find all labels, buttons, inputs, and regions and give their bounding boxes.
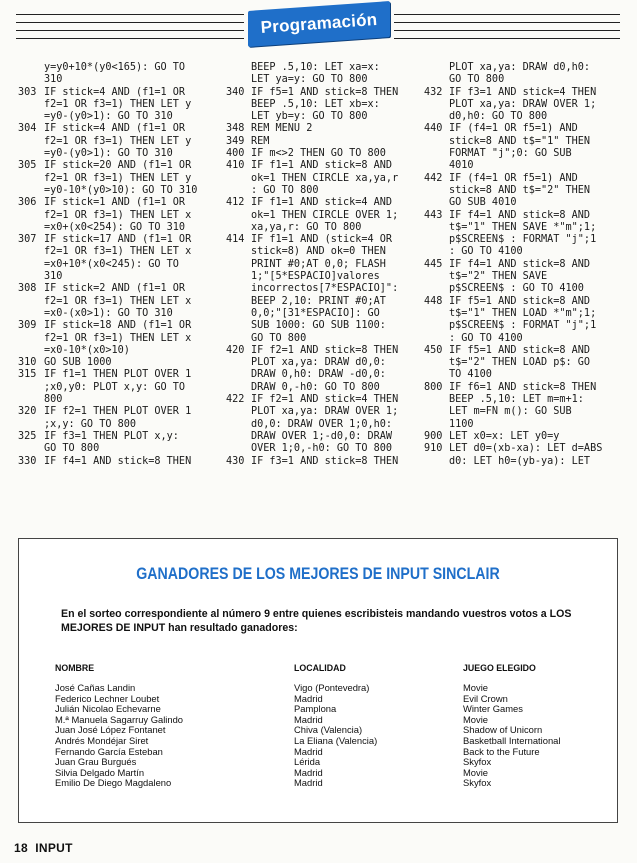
line-number: 349 [226,135,245,147]
code-line [18,185,223,197]
winner-game: Winter Games [463,703,523,715]
code-text: GO TO 800 [44,443,100,455]
code-line [18,382,223,394]
code-line [226,87,426,99]
code-text: IF f2=1 AND stick=8 THEN [251,344,399,356]
code-text: IF f6=1 AND stick=8 THEN [449,381,597,393]
code-line [424,87,629,99]
code-line [424,148,629,160]
code-line [18,308,223,320]
winner-name: Fernando García Esteban [55,745,163,757]
winner-name: Andrés Mondéjar Siret [55,734,149,746]
code-line [424,246,629,258]
code-line [424,419,629,431]
code-line [18,456,223,468]
code-text: =y0-(y0>1): GO TO 310 [44,111,173,123]
line-number: 410 [226,160,245,172]
listing-column-3 [424,62,629,468]
code-line [226,123,426,135]
code-text: f2=1 OR f3=1) THEN LET x [44,209,192,221]
code-line [226,62,426,74]
code-text: IF f1=1 THEN PLOT OVER 1 [44,369,192,381]
code-text: LET ya=y: GO TO 800 [251,74,368,86]
line-number: 310 [18,357,37,369]
code-text: ok=1 THEN CIRCLE OVER 1; [251,209,399,221]
line-number: 440 [424,123,443,135]
code-text: 4010 [449,160,474,172]
code-line [18,246,223,258]
line-number: 306 [18,197,37,209]
code-line [424,259,629,271]
code-line [424,160,629,172]
winner-game: Skyfox [463,756,492,768]
code-text: IF f1=1 AND (stick=4 OR [251,234,393,246]
code-line [226,456,426,468]
code-line [226,222,426,234]
code-text: LET x0=x: LET y0=y [449,430,560,442]
listing-column-1 [18,62,223,468]
code-text: ;x0,y0: PLOT x,y: GO TO [44,381,186,393]
code-text: IF m<>2 THEN GO TO 800 [251,148,386,160]
column-header-place: LOCALIDAD [294,663,346,673]
header-rule [394,38,620,39]
winner-name: Silvia Delgado Martín [55,766,145,778]
code-text: : GO TO 4100 [449,332,523,344]
code-text: : GO TO 4100 [449,246,523,258]
code-text: t$="2" THEN LOAD p$: GO [449,357,591,369]
code-text: f2=1 OR f3=1) THEN LET x [44,246,192,258]
code-line [424,296,629,308]
code-text: REM [251,135,270,147]
header-rule [394,22,620,23]
code-line [18,357,223,369]
code-line [226,74,426,86]
code-text: t$="2" THEN SAVE [449,271,548,283]
line-number: 432 [424,86,443,98]
code-text: LET yb=y: GO TO 800 [251,111,368,123]
code-text: xa,ya,r: GO TO 800 [251,221,362,233]
code-line [424,234,629,246]
code-line [18,197,223,209]
code-line [226,443,426,455]
code-line [18,62,223,74]
code-line [18,123,223,135]
code-line [18,443,223,455]
code-line [18,406,223,418]
line-number: 308 [18,283,37,295]
code-text: PLOT xa,ya: DRAW d0,0: [251,357,386,369]
code-line [226,320,426,332]
code-line [18,296,223,308]
code-text: TO 4100 [449,369,492,381]
line-number: 422 [226,394,245,406]
code-line [226,394,426,406]
code-line [18,419,223,431]
code-line [226,246,426,258]
code-line [226,345,426,357]
code-text: GO TO 800 [251,332,307,344]
header-rule [16,22,244,23]
line-number: 348 [226,123,245,135]
code-text: IF stick=4 AND (f1=1 OR [44,86,186,98]
code-text: IF f5=1 AND stick=8 THEN [251,86,399,98]
line-number: 420 [226,344,245,356]
code-line [18,320,223,332]
code-line [424,185,629,197]
code-line [18,394,223,406]
winner-place: Lérida [294,756,321,768]
listing-column-2 [226,62,426,468]
line-number: 400 [226,148,245,160]
code-text: =x0+10*(x0<245): GO TO [44,258,179,270]
line-number: 900 [424,430,443,442]
header-rule [16,14,244,15]
line-number: 443 [424,209,443,221]
code-line [424,394,629,406]
code-line [18,369,223,381]
code-text: 0,0;"[31*ESPACIO]: GO [251,307,380,319]
line-number: 320 [18,406,37,418]
code-text: IF f4=1 AND stick=8 AND [449,258,591,270]
code-line [424,74,629,86]
code-text: REM MENU 2 [251,123,313,135]
section-banner-label: Programación [260,9,378,38]
winner-game: Shadow of Unicorn [463,724,543,736]
code-line [226,382,426,394]
code-line [226,210,426,222]
line-number: 309 [18,320,37,332]
line-number: 330 [18,455,37,467]
winner-place: Madrid [294,777,323,789]
code-text: PLOT xa,ya: DRAW OVER 1; [251,406,399,418]
code-text: IF stick=20 AND (f1=1 OR [44,160,192,172]
column-header-name: NOMBRE [55,663,95,673]
code-text: IF f4=1 AND stick=8 THEN [44,455,192,467]
code-text: PLOT xa,ya: DRAW OVER 1; [449,98,597,110]
code-line [424,62,629,74]
code-text: LET m=FN m(): GO SUB [449,406,572,418]
winner-name: José Cañas Landin [55,682,136,693]
code-line [226,173,426,185]
code-text: IF stick=4 AND (f1=1 OR [44,123,186,135]
code-line [226,369,426,381]
code-line [226,99,426,111]
code-line [424,197,629,209]
code-line [226,259,426,271]
line-number: 340 [226,86,245,98]
code-text: stick=8) AND ok=0 THEN [251,246,386,258]
code-line [424,333,629,345]
code-text: t$="1" THEN LOAD *"m";1; [449,307,597,319]
code-line [226,185,426,197]
code-text: p$SCREEN$ : FORMAT "j";1 [449,320,597,332]
code-text: f2=1 OR f3=1) THEN LET y [44,135,192,147]
code-text: =x0-10*(x0>10) [44,344,130,356]
code-line [18,345,223,357]
winner-place: Chiva (Valencia) [294,724,363,736]
code-text: incorrectos[7*ESPACIO]": [251,283,399,295]
code-text: IF f5=1 AND stick=8 AND [449,295,591,307]
code-line [226,296,426,308]
winner-place: La Eliana (Valencia) [294,734,378,746]
code-text: LET d0=(xb-xa): LET d=ABS [449,443,603,455]
code-text: d0,0: DRAW OVER 1;0,h0: [251,418,393,430]
code-text: IF f3=1 THEN PLOT x,y: [44,430,179,442]
code-text: f2=1 OR f3=1) THEN LET y [44,172,192,184]
code-line [18,222,223,234]
code-line [226,160,426,172]
code-line [226,148,426,160]
winner-place: Madrid [294,766,323,778]
code-text: =x0+(x0<254): GO TO 310 [44,221,186,233]
code-text: BEEP .5,10: LET xb=x: [251,98,380,110]
code-line [226,111,426,123]
code-line [424,283,629,295]
code-line [18,431,223,443]
code-line [424,382,629,394]
page-number: 18 [14,841,28,855]
code-text: SUB 1000: GO SUB 1100: [251,320,386,332]
line-number: 315 [18,369,37,381]
code-text: : GO TO 800 [251,184,319,196]
code-line [226,333,426,345]
code-text: d0: LET h0=(yb-ya): LET [449,455,591,467]
code-text: 310 [44,74,63,86]
winner-game: Skyfox [463,777,492,789]
code-text: PRINT #0;AT 0,0; FLASH [251,258,386,270]
code-text: BEEP 2,10: PRINT #0;AT [251,295,386,307]
code-text: f2=1 OR f3=1) THEN LET y [44,98,192,110]
code-line [18,333,223,345]
line-number: 304 [18,123,37,135]
header-rule [16,38,244,39]
winners-title: GANADORES DE LOS MEJORES DE INPUT SINCLAIR [136,565,500,583]
line-number: 305 [18,160,37,172]
code-text: DRAW 0,-h0: GO TO 800 [251,381,380,393]
code-line [424,320,629,332]
winner-game: Movie [463,766,489,778]
code-text: GO SUB 1000 [44,357,112,369]
winners-box [18,538,618,823]
winner-game: Basketball International [463,734,561,746]
code-text: IF stick=1 AND (f1=1 OR [44,197,186,209]
winner-name: M.ª Manuela Sagarruy Galindo [55,713,184,725]
code-text: t$="1" THEN SAVE *"m";1; [449,221,597,233]
code-text: IF f2=1 AND stick=4 THEN [251,394,399,406]
code-text: IF f1=1 AND stick=4 AND [251,197,393,209]
column-header-game: JUEGO ELEGIDO [463,663,536,673]
code-text: IF stick=17 AND (f1=1 OR [44,234,192,246]
code-text: 800 [44,394,63,406]
winner-name: Juan Grau Burgués [55,756,137,768]
line-number: 414 [226,234,245,246]
code-text: y=y0+10*(y0<165): GO TO [44,62,186,73]
code-text: stick=8 AND t$="1" THEN [449,135,591,147]
code-line [18,283,223,295]
winner-game: Evil Crown [463,692,508,704]
winner-place: Vigo (Pontevedra) [294,682,370,693]
code-text: DRAW OVER 1;-d0,0: DRAW [251,430,393,442]
code-line [226,197,426,209]
code-line [18,210,223,222]
code-line [18,234,223,246]
code-text: p$SCREEN$ : FORMAT "j";1 [449,234,597,246]
winner-place: Madrid [294,745,323,757]
line-number: 303 [18,86,37,98]
code-line [424,111,629,123]
code-text: BEEP .5,10: LET m=m+1: [449,394,584,406]
code-line [18,136,223,148]
code-text: IF stick=2 AND (f1=1 OR [44,283,186,295]
code-line [424,308,629,320]
code-line [226,419,426,431]
line-number: 430 [226,455,245,467]
winners-intro: En el sorteo correspondiente al número 9 entre quienes escribisteis mandando vuestros votos a LOS MEJORES DE INPUT han resultado ganadores: [61,608,572,634]
code-text: DRAW 0,h0: DRAW -d0,0: [251,369,386,381]
line-number: 800 [424,381,443,393]
code-line [18,148,223,160]
page-footer [14,841,73,855]
code-text: =y0-(y0>1): GO TO 310 [44,148,173,160]
code-line [424,99,629,111]
code-line [18,74,223,86]
code-text: OVER 1;0,-h0: GO TO 800 [251,443,393,455]
code-text: f2=1 OR f3=1) THEN LET x [44,332,192,344]
code-text: ;x,y: GO TO 800 [44,418,137,430]
winner-place: Madrid [294,692,323,704]
line-number: 450 [424,344,443,356]
code-text: 1100 [449,418,474,430]
line-number: 910 [424,443,443,455]
code-text: =x0-(x0>1): GO TO 310 [44,307,173,319]
code-text: IF f2=1 THEN PLOT OVER 1 [44,406,192,418]
line-number: 412 [226,197,245,209]
code-line [424,345,629,357]
code-text: IF f3=1 AND stick=8 THEN [251,455,399,467]
code-line [18,111,223,123]
code-text: =y0-10*(y0>10): GO TO 310 [44,184,198,196]
code-line [424,369,629,381]
code-line [18,173,223,185]
code-text: PLOT xa,ya: DRAW d0,h0: [449,62,591,73]
code-text: IF (f4=1 OR f5=1) AND [449,123,578,135]
code-text: FORMAT "j";0: GO SUB [449,148,572,160]
code-line [226,431,426,443]
code-text: IF f4=1 AND stick=8 AND [449,209,591,221]
line-number: 442 [424,172,443,184]
code-text: d0,h0: GO TO 800 [449,111,548,123]
winner-name: Julián Nicolao Echevarne [55,703,161,715]
code-text: IF f1=1 AND stick=8 AND [251,160,393,172]
code-line [226,283,426,295]
winner-name: Juan José López Fontanet [55,724,166,736]
header-rule [16,30,244,31]
code-line [18,160,223,172]
code-line [424,210,629,222]
code-line [226,234,426,246]
code-line [226,308,426,320]
line-number: 307 [18,234,37,246]
winners-games [463,683,560,789]
code-line [424,406,629,418]
code-line [226,136,426,148]
code-line [424,357,629,369]
code-text: 310 [44,271,63,283]
line-number: 448 [424,295,443,307]
code-line [226,271,426,283]
code-line [226,406,426,418]
header-rule [394,14,620,15]
code-text: stick=8 AND t$="2" THEN [449,184,591,196]
winner-name: Emilio De Diego Magdaleno [55,777,172,789]
winner-game: Movie [463,682,489,693]
code-text: f2=1 OR f3=1) THEN LET x [44,295,192,307]
code-line [226,357,426,369]
winner-game: Back to the Future [463,745,540,757]
code-line [424,136,629,148]
code-line [424,443,629,455]
winner-place: Pamplona [294,703,337,715]
winner-name: Federico Lechner Loubet [55,692,160,704]
code-text: IF (f4=1 OR f5=1) AND [449,172,578,184]
code-line [424,123,629,135]
winner-place: Madrid [294,713,323,725]
code-line [424,456,629,468]
code-text: p$SCREEN$ : GO TO 4100 [449,283,584,295]
code-line [424,222,629,234]
winner-game: Movie [463,713,489,725]
code-line [18,271,223,283]
code-text: ok=1 THEN CIRCLE xa,ya,r [251,172,399,184]
code-line [18,99,223,111]
line-number: 325 [18,430,37,442]
header-rule [394,30,620,31]
code-text: GO TO 800 [449,74,505,86]
code-line [18,87,223,99]
code-text: 1;"[5*ESPACIO]valores [251,271,380,283]
code-text: IF f3=1 AND stick=4 THEN [449,86,597,98]
code-line [424,173,629,185]
magazine-name: INPUT [35,841,73,855]
code-text: BEEP .5,10: LET xa=x: [251,62,380,73]
code-text: IF f5=1 AND stick=8 AND [449,344,591,356]
code-line [424,431,629,443]
code-text: GO SUB 4010 [449,197,517,209]
winners-names [55,683,183,789]
code-line [424,271,629,283]
code-line [18,259,223,271]
winners-places [294,683,377,789]
code-text: IF stick=18 AND (f1=1 OR [44,320,192,332]
line-number: 445 [424,258,443,270]
